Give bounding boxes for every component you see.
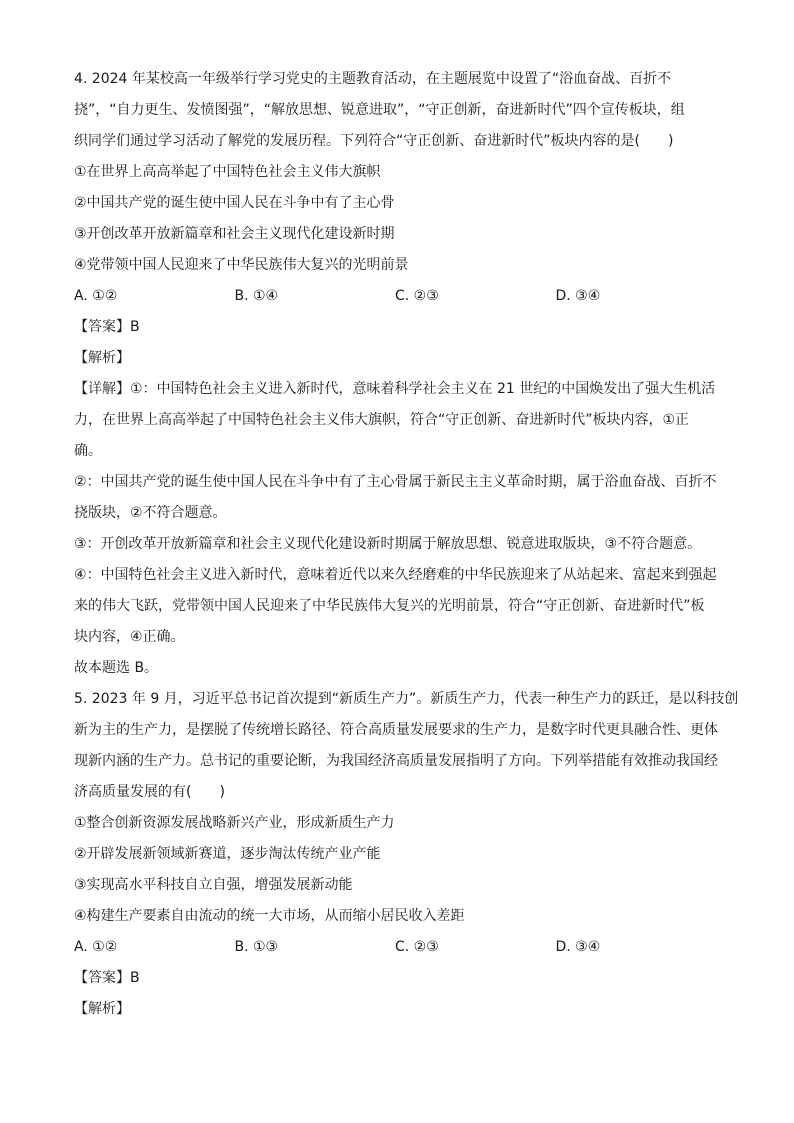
q4-option-d: D. ③④ [555, 288, 601, 304]
q4-item-3: ③开创改革开放新篇章和社会主义现代化建设新时期 [74, 226, 395, 242]
q4-detail-line-1: 【详解】①：中国特色社会主义进入新时代，意味着科学社会主义在 21 世纪的中国焕发出了强大生机活 [74, 381, 716, 397]
q4-item-4: ④党带领中国人民迎来了中华民族伟大复兴的光明前景 [74, 257, 409, 273]
q4-detail-line-6: ③：开创改革开放新篇章和社会主义现代化建设新时期属于解放思想、锐意进取版块，③不符合题意。 [74, 536, 702, 552]
q4-option-a: A. ①② [74, 288, 118, 304]
q4-detail-line-7: ④：中国特色社会主义进入新时代，意味着近代以来久经磨难的中华民族迎来了从站起来、富起来到强起 [74, 567, 717, 583]
q5-options [74, 932, 716, 963]
question-4 [74, 64, 716, 684]
q4-options [74, 281, 716, 312]
q5-answer: 【答案】B [74, 970, 140, 986]
q4-detail-line-5: 挠版块，②不符合题意。 [74, 505, 227, 521]
q5-stem-line-2: 新为主的生产力，是摆脱了传统增长路径、符合高质量发展要求的生产力，是数字时代更具融合性、更体 [74, 722, 718, 738]
q5-option-d: D. ③④ [555, 939, 601, 955]
q5-item-4: ④构建生产要素自由流动的统一大市场，从而缩小居民收入差距 [74, 908, 465, 924]
q4-item-1: ①在世界上高高举起了中国特色社会主义伟大旗帜 [74, 164, 381, 180]
q5-option-c: C. ②③ [395, 939, 439, 955]
q4-stem-line-2: 挠”，“自力更生、发愤图强”，“解放思想、锐意进取”，“守正创新，奋进新时代”四个宣传板块，组 [74, 102, 685, 118]
q5-item-2: ②开辟发展新领域新赛道，逐步淘汰传统产业产能 [74, 846, 381, 862]
q5-item-3: ③实现高水平科技自立自强，增强发展新动能 [74, 877, 353, 893]
q5-stem-line-1: 5. 2023 年 9 月，习近平总书记首次提到“新质生产力”。新质生产力，代表一种生产力的跃迁，是以科技创 [74, 691, 739, 707]
q4-detail-line-2: 力，在世界上高高举起了中国特色社会主义伟大旗帜，符合“守正创新、奋进新时代”板块内容，①正 [74, 412, 690, 428]
q4-detail-line-3: 确。 [74, 443, 102, 459]
q5-item-1: ①整合创新资源发展战略新兴产业，形成新质生产力 [74, 815, 395, 831]
q5-option-a: A. ①② [74, 939, 118, 955]
q5-stem-line-4: 济高质量发展的有( ) [74, 784, 225, 800]
q4-stem-line-1: 4. 2024 年某校高一年级举行学习党史的主题教育活动，在主题展览中设置了“浴血奋战、百折不 [74, 71, 672, 87]
q4-item-2: ②中国共产党的诞生使中国人民在斗争中有了主心骨 [74, 195, 395, 211]
q4-detail-line-4: ②：中国共产党的诞生使中国人民在斗争中有了主心骨属于新民主主义革命时期，属于浴血奋战、百折不 [74, 474, 717, 490]
q4-detail-line-9: 块内容，④正确。 [74, 629, 185, 645]
q5-option-b: B. ①③ [234, 939, 279, 955]
q4-conclusion: 故本题选 B。 [74, 660, 159, 676]
q5-analysis-label: 【解析】 [74, 1001, 130, 1017]
question-5 [74, 684, 739, 1025]
q4-stem-line-3: 织同学们通过学习活动了解党的发展历程。下列符合“守正创新、奋进新时代”板块内容的是( ) [74, 133, 674, 149]
q5-stem-line-3: 现新内涵的生产力。总书记的重要论断，为我国经济高质量发展指明了方向。下列举措能有效推动我国经 [74, 753, 718, 769]
q4-analysis-label: 【解析】 [74, 350, 130, 366]
q4-answer: 【答案】B [74, 319, 140, 335]
q4-option-b: B. ①④ [234, 288, 279, 304]
q4-detail-line-8: 来的伟大飞跃，党带领中国人民迎来了中华民族伟大复兴的光明前景，符合“守正创新、奋进新时代”板 [74, 598, 705, 614]
q4-option-c: C. ②③ [395, 288, 439, 304]
